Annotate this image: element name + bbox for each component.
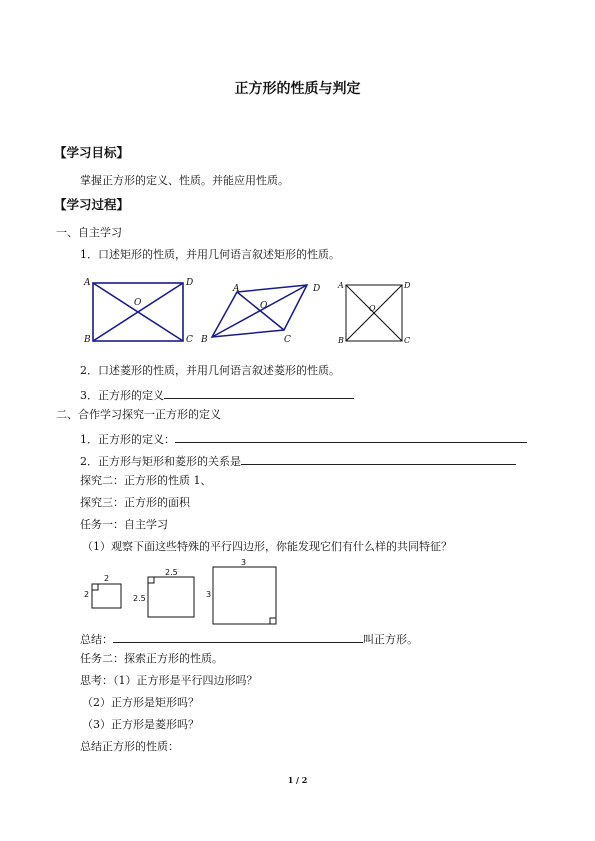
square2-side-label: 2.5	[133, 594, 146, 603]
square3-top-label: 3	[241, 558, 247, 567]
objectives-text: 掌握正方形的定义、性质。并能应用性质。	[80, 174, 289, 187]
right-angle-mark-small	[92, 584, 98, 590]
think-1: 思考：（1）正方形是平行四边形吗？	[80, 674, 258, 687]
square3-side-label: 3	[206, 590, 212, 599]
square-label-c: C	[404, 336, 411, 345]
summary-line	[80, 630, 418, 647]
part2-q2	[80, 452, 516, 469]
rect-label-b: B	[84, 335, 91, 345]
summary-suffix: 叫正方形。	[363, 633, 418, 646]
rhombus-label-o: O	[260, 301, 268, 311]
square-label-o: O	[369, 304, 376, 313]
definition-blank-2[interactable]	[175, 430, 527, 443]
part2-q2-text: 2．正方形与矩形和菱形的关系是	[80, 455, 241, 468]
think-3: （3）正方形是菱形吗？	[82, 718, 199, 731]
explore3: 探究三：正方形的面积	[80, 496, 190, 509]
square1-side-label: 2	[84, 590, 90, 599]
definition-blank-1[interactable]	[164, 386, 354, 399]
rect-label-c: C	[186, 335, 193, 345]
rectangle-shape	[93, 283, 183, 341]
part1-q2: 2．口述菱形的性质，并用几何语言叙述菱形的性质。	[80, 364, 340, 377]
square2-top-label: 2.5	[165, 568, 178, 577]
square-medium	[148, 577, 194, 617]
rhombus-label-b: B	[201, 335, 208, 345]
page-number: 1 / 2	[287, 775, 308, 785]
task1: 任务一：自主学习	[80, 518, 168, 531]
square-small	[92, 584, 121, 608]
part1-heading: 一、自主学习	[56, 226, 122, 239]
square-label-a: A	[338, 281, 344, 290]
rhombus-label-c: C	[284, 335, 291, 345]
think-2: （2）正方形是矩形吗？	[82, 696, 199, 709]
right-angle-mark-medium	[148, 577, 154, 583]
relation-blank[interactable]	[241, 452, 516, 465]
rhombus-label-a: A	[233, 284, 240, 294]
rectangle-diagonal-bd	[93, 283, 183, 341]
part1-q1: 1．口述矩形的性质，并用几何语言叙述矩形的性质。	[80, 248, 340, 261]
rectangle-diagonal-ac	[93, 283, 183, 341]
part2-heading: 二、合作学习探究一正方形的定义	[56, 408, 221, 421]
part1-q3-text: 3．正方形的定义	[80, 389, 164, 402]
process-heading: 【学习过程】	[54, 197, 130, 212]
summary-prefix: 总结：	[80, 633, 113, 646]
right-angle-mark-large	[270, 618, 276, 624]
rect-label-o: O	[134, 298, 142, 308]
properties-summary: 总结正方形的性质：	[80, 740, 179, 753]
task1-question: （1）观察下面这些特殊的平行四边形，你能发现它们有什么样的共同特征？	[82, 540, 452, 553]
rhombus-label-d: D	[313, 284, 321, 294]
page-title: 正方形的性质与判定	[234, 81, 361, 97]
square1-top-label: 2	[104, 574, 110, 583]
explore2: 探究二：正方形的性质 1、	[80, 474, 212, 487]
rect-label-d: D	[186, 278, 194, 288]
task2: 任务二：探索正方形的性质。	[80, 652, 223, 665]
part1-q3	[80, 386, 354, 403]
rect-label-a: A	[84, 278, 91, 288]
summary-blank[interactable]	[113, 630, 363, 643]
square-label-d: D	[404, 281, 411, 290]
part2-q1	[80, 430, 527, 447]
square-label-b: B	[338, 336, 344, 345]
part2-q1-text: 1．正方形的定义：	[80, 433, 175, 446]
square-large	[213, 567, 276, 624]
objectives-heading: 【学习目标】	[54, 145, 130, 160]
